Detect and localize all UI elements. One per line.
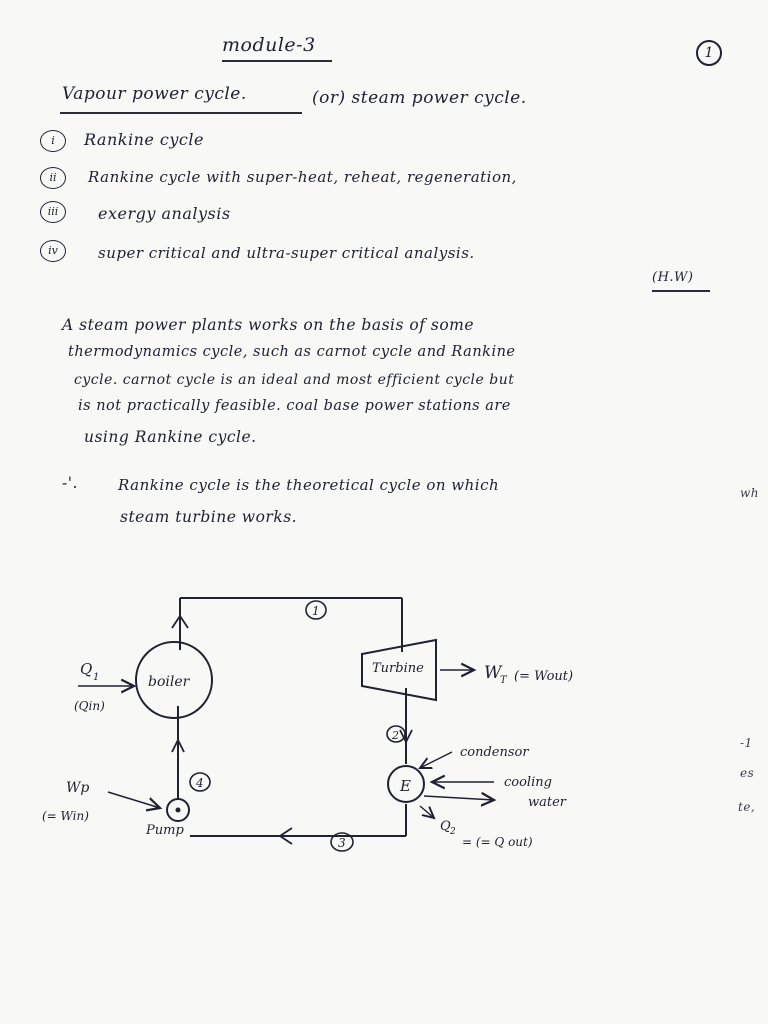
paragraph-line-2: thermodynamics cycle, such as carnot cycle and Rankine [68, 344, 516, 360]
cooling-water-out [424, 796, 494, 800]
module-title: module-3 [222, 34, 316, 56]
wt-subscript: T [500, 675, 507, 686]
q2-label: Q [440, 819, 451, 834]
pump-label: Pump [146, 823, 184, 838]
page-number: 1 [696, 40, 722, 66]
q1-label: Q [80, 660, 93, 678]
wt-label: W [484, 663, 502, 683]
cooling-water-label-1: cooling [504, 775, 552, 790]
margin-note-4: te, [738, 800, 756, 814]
state-label-4: 4 [196, 776, 204, 790]
pump-center [176, 808, 181, 813]
margin-note-1: wh [740, 486, 759, 500]
q2-paren: = (= Q out) [462, 835, 533, 849]
list-item-3: exergy analysis [98, 204, 231, 223]
section-heading-alt: (or) steam power cycle. [312, 88, 527, 108]
condenser-label: condensor [460, 745, 529, 760]
paragraph-line-1: A steam power plants works on the basis of some [62, 316, 475, 334]
margin-note-2: -1 [740, 736, 753, 750]
therefore-symbol: -'. [62, 474, 78, 492]
condenser-symbol: E [400, 777, 411, 795]
list-marker-3: iii [40, 201, 66, 223]
state-label-2: 2 [392, 729, 399, 742]
state-label-3: 3 [338, 836, 346, 850]
paragraph-line-4: is not practically feasible. coal base power stations are [78, 398, 511, 414]
q2-subscript: 2 [450, 827, 456, 837]
paragraph-line-3: cycle. carnot cycle is an ideal and most efficient cycle but [74, 372, 515, 388]
q2-arrow [420, 806, 434, 818]
list-marker-1: i [40, 130, 66, 152]
q1-subscript: 1 [93, 672, 100, 683]
list-item-2: Rankine cycle with super-heat, reheat, regeneration, [88, 168, 517, 186]
margin-note-3: es [740, 766, 755, 780]
statement-line-2: steam turbine works. [120, 508, 298, 526]
list-marker-2: ii [40, 167, 66, 189]
wp-arrow [108, 792, 160, 808]
wp-label: Wp [66, 780, 90, 796]
list-item-1: Rankine cycle [84, 130, 204, 149]
cooling-water-label-2: water [528, 795, 567, 810]
list-item-4: super critical and ultra-super critical analysis. [98, 244, 475, 262]
q1-paren: (Qin) [74, 699, 105, 713]
statement-line-1: Rankine cycle is the theoretical cycle on which [118, 476, 500, 494]
paragraph-line-5: using Rankine cycle. [84, 428, 257, 446]
state-label-1: 1 [312, 604, 320, 618]
wp-paren: (= Win) [42, 809, 89, 823]
turbine-label: Turbine [372, 661, 424, 676]
condenser-pointer [420, 752, 452, 768]
wt-paren: (= Wout) [514, 669, 574, 684]
homework-note: (H.W) [652, 270, 694, 285]
boiler-label: boiler [148, 674, 190, 690]
list-marker-4: iv [40, 240, 66, 262]
section-heading: Vapour power cycle. [62, 84, 247, 104]
